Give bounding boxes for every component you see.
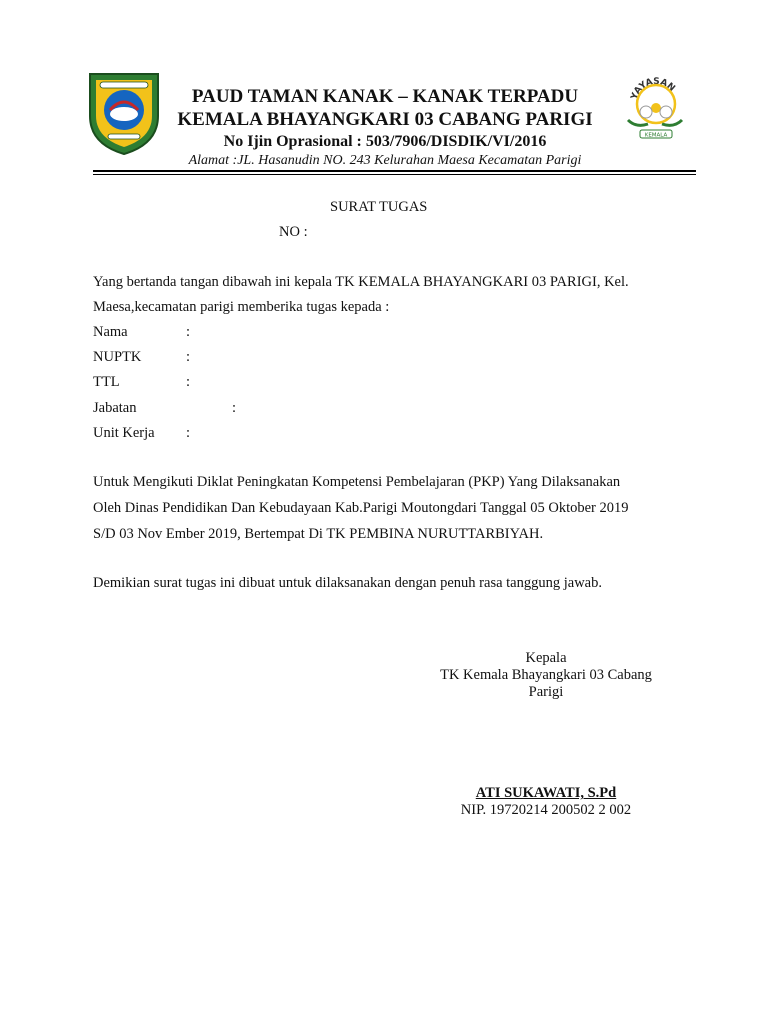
school-address: Alamat :JL. Hasanudin NO. 243 Kelurahan Maesa Kecamatan Parigi <box>188 153 582 168</box>
intro-line-2: Maesa,kecamatan parigi memberika tugas kepada : <box>93 299 390 315</box>
field-label-nuptk: NUPTK <box>93 349 142 365</box>
field-colon-nama: : <box>186 324 191 340</box>
intro-line-1: Yang bertanda tangan dibawah ini kepala TK KEMALA BHAYANGKARI 03 PARIGI, Kel. <box>93 274 629 290</box>
field-label-jabatan: Jabatan <box>93 400 137 416</box>
signature-institution-line1: TK Kemala Bhayangkari 03 Cabang <box>440 667 652 683</box>
field-colon-ttl: : <box>186 374 191 390</box>
body-line-2: Oleh Dinas Pendidikan Dan Kebudayaan Kab.Parigi Moutongdari Tanggal 05 Oktober 2019 <box>93 500 629 516</box>
regional-emblem-logo <box>86 70 162 156</box>
school-name-line2: KEMALA BHAYANGKARI 03 CABANG PARIGI <box>177 109 593 130</box>
svg-text:KEMALA: KEMALA <box>644 132 668 139</box>
operational-permit-number: No Ijin Oprasional : 503/7906/DISDIK/VI/2016 <box>223 133 547 150</box>
school-name-line1: PAUD TAMAN KANAK – KANAK TERPADU <box>191 86 579 107</box>
field-label-ttl: TTL <box>93 374 120 390</box>
field-colon-unit-kerja: : <box>186 425 191 441</box>
svg-text:YAYASAN: YAYASAN <box>629 76 677 101</box>
yayasan-kemala-logo <box>622 74 688 146</box>
signature-role: Kepala <box>525 650 567 666</box>
letter-title: SURAT TUGAS <box>330 199 428 215</box>
field-label-unit-kerja: Unit Kerja <box>93 425 155 441</box>
letterhead-divider-thin <box>93 174 696 175</box>
signatory-name: ATI SUKAWATI, S.Pd <box>475 785 617 801</box>
field-colon-nuptk: : <box>186 349 191 365</box>
signature-institution-line2: Parigi <box>528 684 564 700</box>
body-line-3: S/D 03 Nov Ember 2019, Bertempat Di TK PEMBINA NURUTTARBIYAH. <box>93 526 544 542</box>
closing-sentence: Demikian surat tugas ini dibuat untuk dilaksanakan dengan penuh rasa tanggung jawab. <box>93 575 602 591</box>
letter-number-label: NO : <box>279 224 308 240</box>
body-line-1: Untuk Mengikuti Diklat Peningkatan Kompetensi Pembelajaran (PKP) Yang Dilaksanakan <box>93 474 621 490</box>
field-colon-jabatan: : <box>232 400 237 416</box>
letterhead-divider-thick <box>93 170 696 172</box>
field-label-nama: Nama <box>93 324 128 340</box>
signatory-nip: NIP. 19720214 200502 2 002 <box>460 802 632 818</box>
